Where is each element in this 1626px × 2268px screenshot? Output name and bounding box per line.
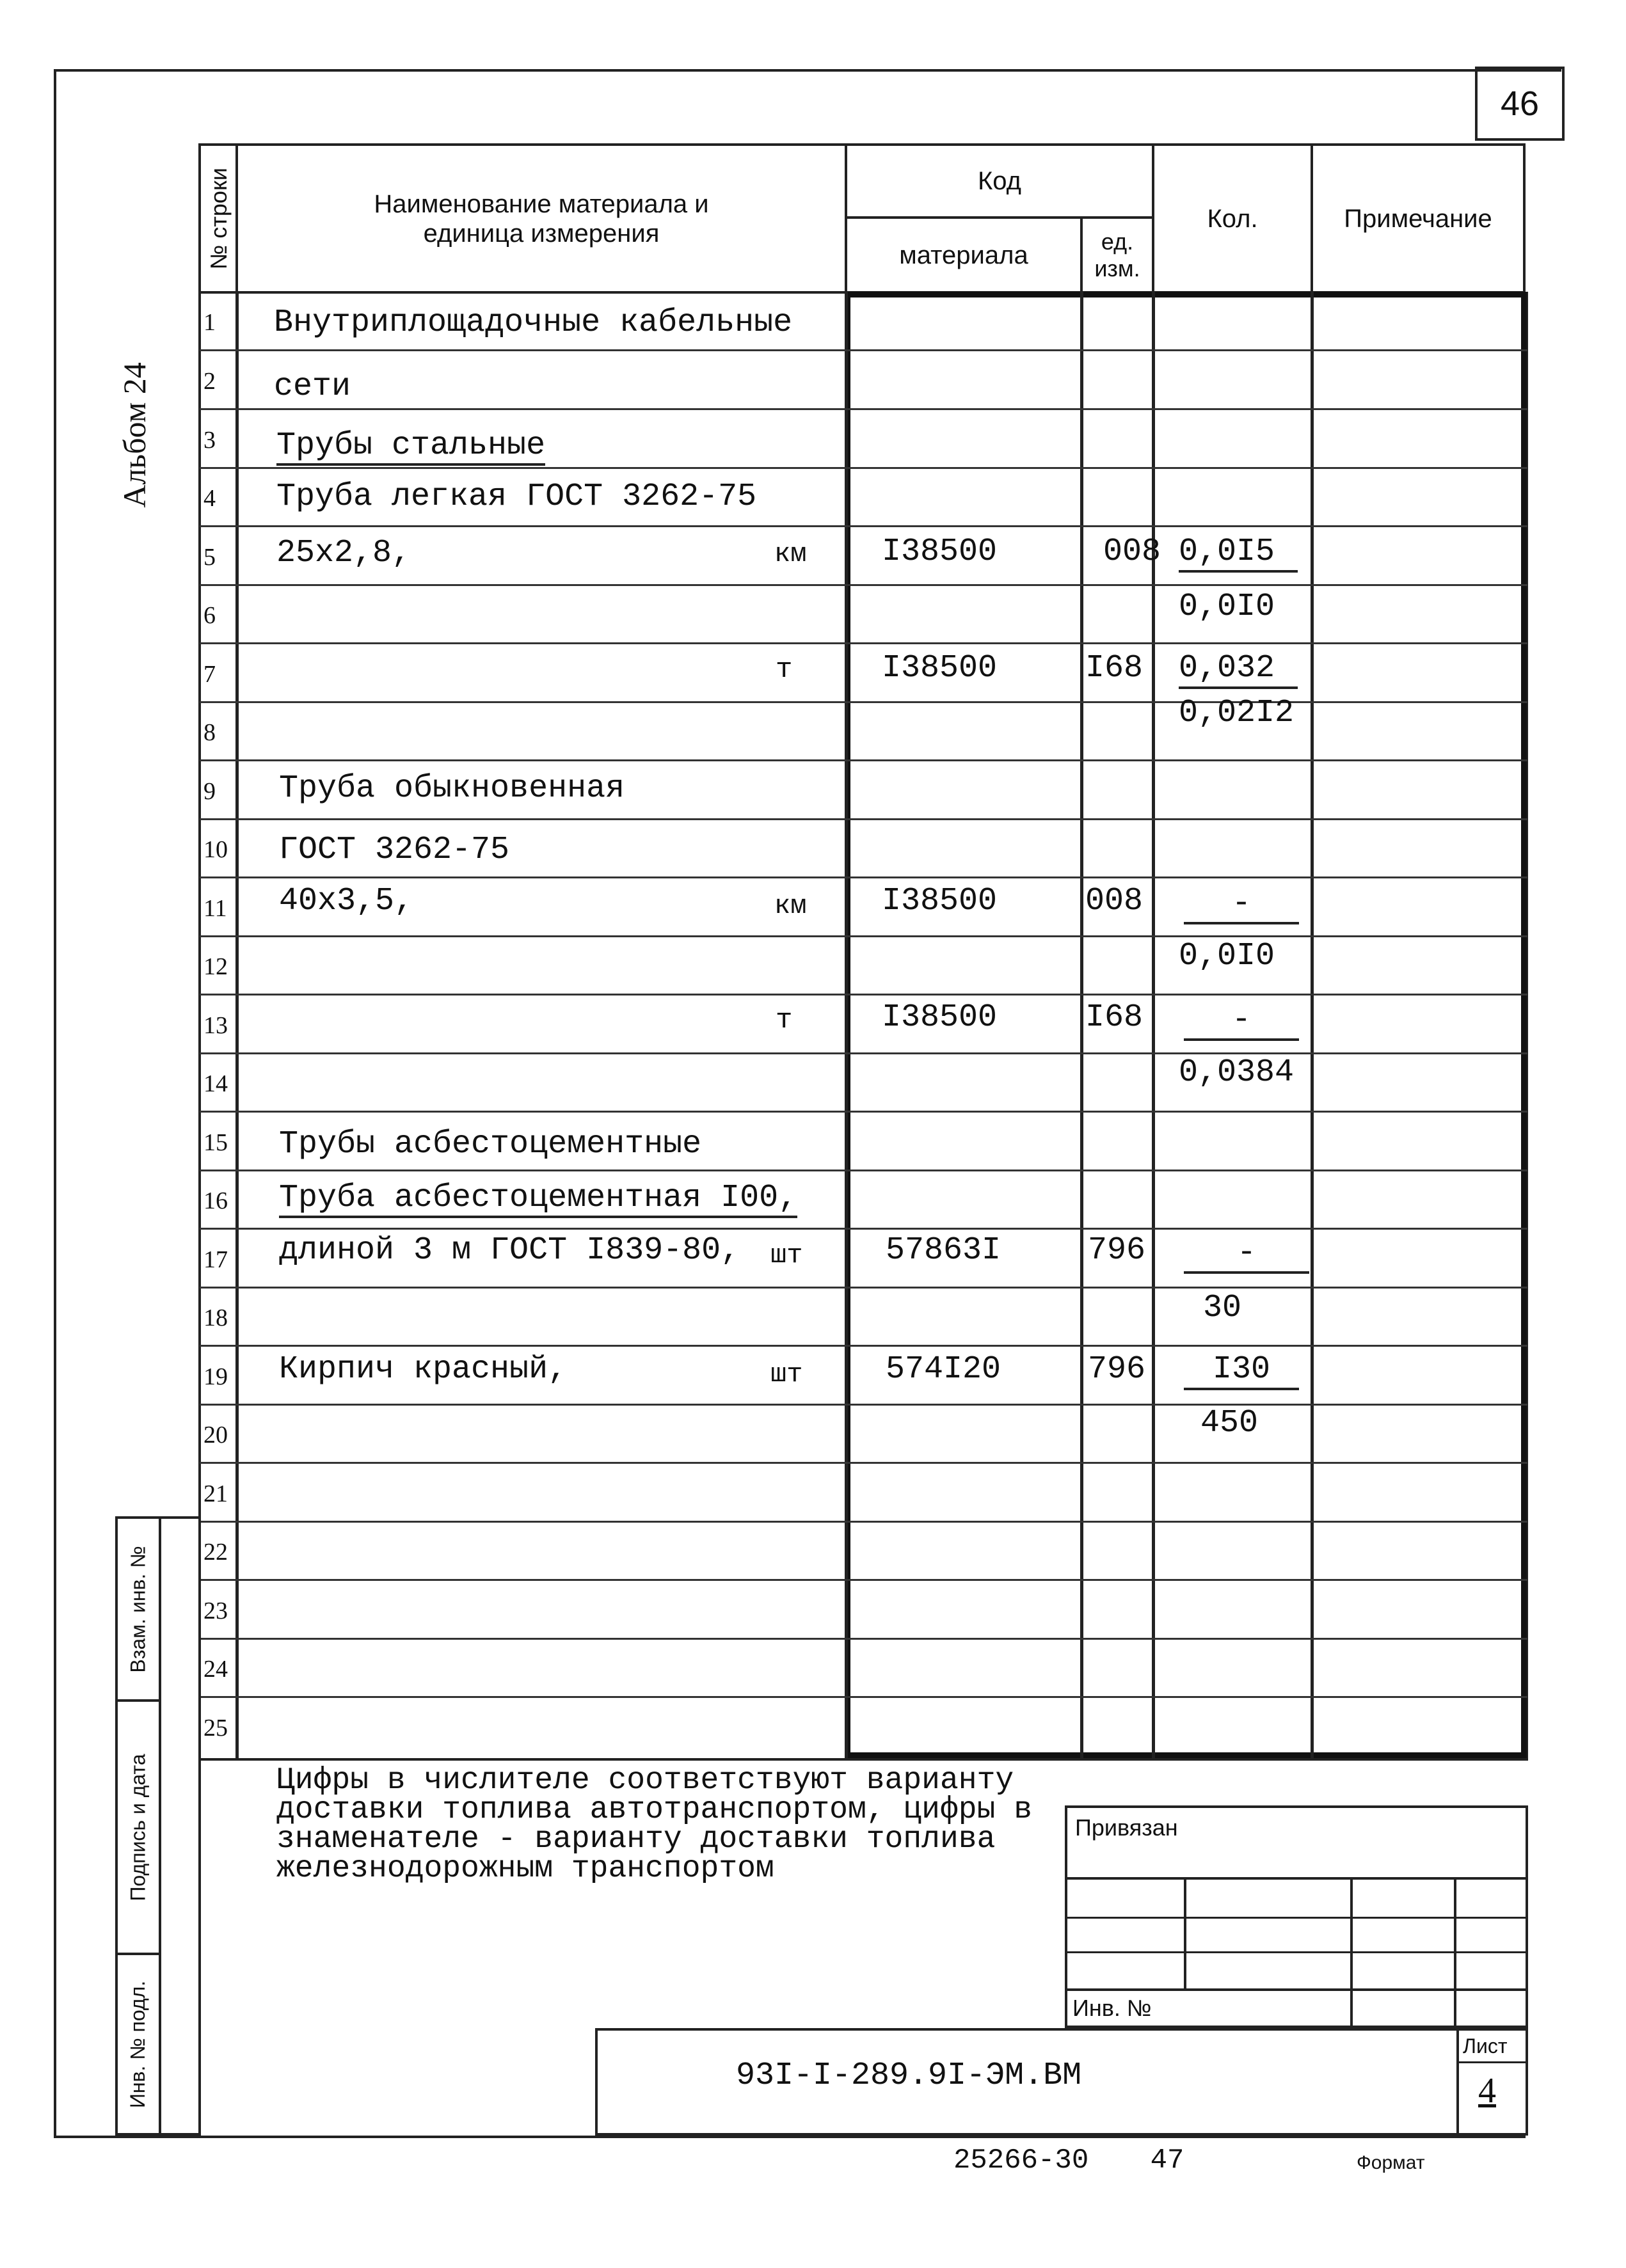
row-line [200,701,1527,703]
row-unit-label: т [776,654,793,686]
row-qty: I30 [1184,1351,1299,1390]
col-line-qty [1311,292,1314,1761]
row-code: 57863I [886,1232,1001,1269]
row-name: длиной 3 м ГОСТ I839-80, [279,1232,740,1269]
row-name: Труба легкая ГОСТ 3262-75 [276,479,757,515]
row-line [200,408,1527,410]
row-number: 5 [203,544,216,571]
row-number: 24 [203,1656,228,1683]
side-vzam [115,1516,161,1702]
row-number: 7 [203,661,216,688]
row-unit-code: I68 [1085,999,1144,1036]
row-line [200,1111,1527,1113]
row-line [200,525,1527,527]
side-inv-podl-label: Инв. № подл. [126,1980,150,2108]
doc-code: 93I-I-289.9I-ЭМ.ВМ [736,2058,1082,2094]
row-name: ГОСТ 3262-75 [279,832,510,868]
row-qty: - [1184,1002,1299,1041]
row-code: I38500 [882,883,998,919]
header-qty-label: Кол. [1207,204,1258,233]
row-unit-label: т [776,1004,793,1036]
bottom-line [54,2136,1526,2138]
row-qty: 0,02I2 [1179,695,1295,731]
row-number: 21 [203,1480,228,1507]
row-number: 9 [203,778,216,805]
header-unit [1080,216,1154,294]
row-number: 19 [203,1363,228,1390]
row-line [200,1579,1527,1581]
row-line [200,1170,1527,1171]
order-number-main: 25266-30 [953,2145,1089,2177]
row-name: Трубы асбестоцементные [279,1126,702,1162]
header-unit-label: ед. изм. [1094,228,1140,282]
row-line [200,1052,1527,1054]
row-number: 4 [203,485,216,512]
row-number: 2 [203,368,216,395]
inv-no-label: Инв. № [1072,1995,1152,2021]
header-material-label: материала [899,241,1028,269]
row-number: 12 [203,953,228,980]
row-line [200,1521,1527,1523]
row-line [200,642,1527,644]
attached-vline [1454,1877,1456,2028]
row-name: Труба асбестоцементная I00, [279,1181,797,1218]
row-unit-label: шт [770,1359,803,1390]
row-qty: - [1184,885,1299,924]
row-line [200,818,1527,820]
row-name: Трубы стальные [276,429,545,466]
sheet-value: 4 [1478,2071,1496,2111]
row-qty: 0,0384 [1179,1054,1295,1091]
row-line [200,759,1527,761]
sheet-label: Лист [1463,2034,1508,2058]
row-number: 17 [203,1246,228,1273]
row-number: 22 [203,1539,228,1566]
col-line-name [845,292,848,1761]
side-block-col [159,1516,201,2136]
header-note-label: Примечание [1344,204,1492,233]
album-label-wrap [96,362,173,508]
row-number: 14 [203,1070,228,1097]
row-name: 40х3,5, [279,883,414,919]
footnote: Цифры в числителе соответствуют варианту доставки топлива автотранспортом, цифры в знаменателе - варианту доставки топлива железнодорожным транспортом [276,1763,1032,1886]
order-number [953,2145,1184,2177]
order-number-suffix: 47 [1150,2145,1184,2177]
row-qty: - [1184,1235,1309,1274]
row-number: 13 [203,1012,228,1039]
attached-line [1065,1951,1528,1953]
row-qty: 0,032 [1179,650,1298,689]
row-unit-code: 796 [1088,1351,1146,1388]
row-line [200,876,1527,878]
sheet-number: 46 [1475,67,1565,141]
row-unit-code: 796 [1088,1232,1146,1269]
header-name [235,143,847,294]
attached-vline [1350,1877,1353,2028]
side-podpis-label: Подпись и дата [126,1753,150,1901]
row-unit-label: км [774,891,807,921]
row-unit-label: шт [770,1240,803,1271]
row-number: 11 [203,895,227,922]
row-line [200,1462,1527,1464]
side-vzam-label: Взам. инв. № [126,1545,150,1673]
row-line [200,1638,1527,1640]
format-label: Формат [1357,2152,1425,2173]
header-row-no [198,143,238,294]
header-code-label: Код [977,167,1021,195]
row-line [200,349,1527,351]
row-line [200,1404,1527,1406]
row-name: сети [274,369,351,405]
row-number: 3 [203,427,216,454]
row-number: 8 [203,719,216,746]
header-row-no-label: № строки [205,167,232,269]
side-inv-podl [115,1953,161,2136]
row-code: I38500 [882,650,998,686]
row-code: 574I20 [886,1351,1001,1388]
row-name: Труба обыкновенная [279,770,625,807]
col-line-unit [1152,292,1155,1761]
row-number: 20 [203,1422,228,1448]
album-label: Альбом 24 [116,362,152,508]
row-number: 6 [203,602,216,629]
sheet-label-line [1456,2061,1528,2063]
header-name-label: Наименование материала и единица измерения [374,189,709,248]
header-qty [1152,143,1313,294]
row-qty: 0,0I0 [1179,938,1275,974]
row-name: 25х2,8, [276,535,411,571]
col-line-material [1080,292,1083,1761]
row-line [200,1287,1527,1289]
row-name: Внутриплощадочные кабельные [274,305,793,341]
row-number: 18 [203,1304,228,1331]
row-unit-code: 008 [1103,534,1161,570]
attached-line [1065,1988,1528,1991]
row-qty: 30 [1203,1290,1242,1326]
row-code: I38500 [882,534,998,570]
row-code: I38500 [882,999,998,1036]
row-line [200,994,1527,995]
row-number: 15 [203,1129,228,1156]
row-unit-code: 008 [1085,883,1144,919]
row-number: 25 [203,1715,228,1741]
row-unit-code: I68 [1085,650,1144,686]
row-line [200,467,1527,469]
row-line [200,1696,1527,1698]
attached-label: Привязан [1075,1814,1178,1841]
row-line [200,1345,1527,1347]
row-name: Кирпич красный, [279,1351,568,1388]
row-unit-label: км [774,539,807,569]
side-podpis [115,1699,161,1955]
row-line [200,584,1527,586]
row-qty: 0,0I5 [1179,534,1298,573]
row-line [200,935,1527,937]
attached-line [1065,1917,1528,1919]
row-number: 16 [203,1187,228,1214]
row-qty: 0,0I0 [1179,589,1275,625]
row-number: 1 [203,309,216,336]
header-note [1311,143,1526,294]
row-qty: 450 [1200,1405,1259,1441]
header-code [845,143,1154,219]
row-number: 10 [203,836,228,863]
header-material [845,216,1083,294]
row-line [200,1228,1527,1230]
attached-line [1065,1877,1528,1880]
attached-vline [1184,1877,1186,1988]
row-number: 23 [203,1598,228,1624]
sheet-label-vline [1456,2028,1459,2136]
